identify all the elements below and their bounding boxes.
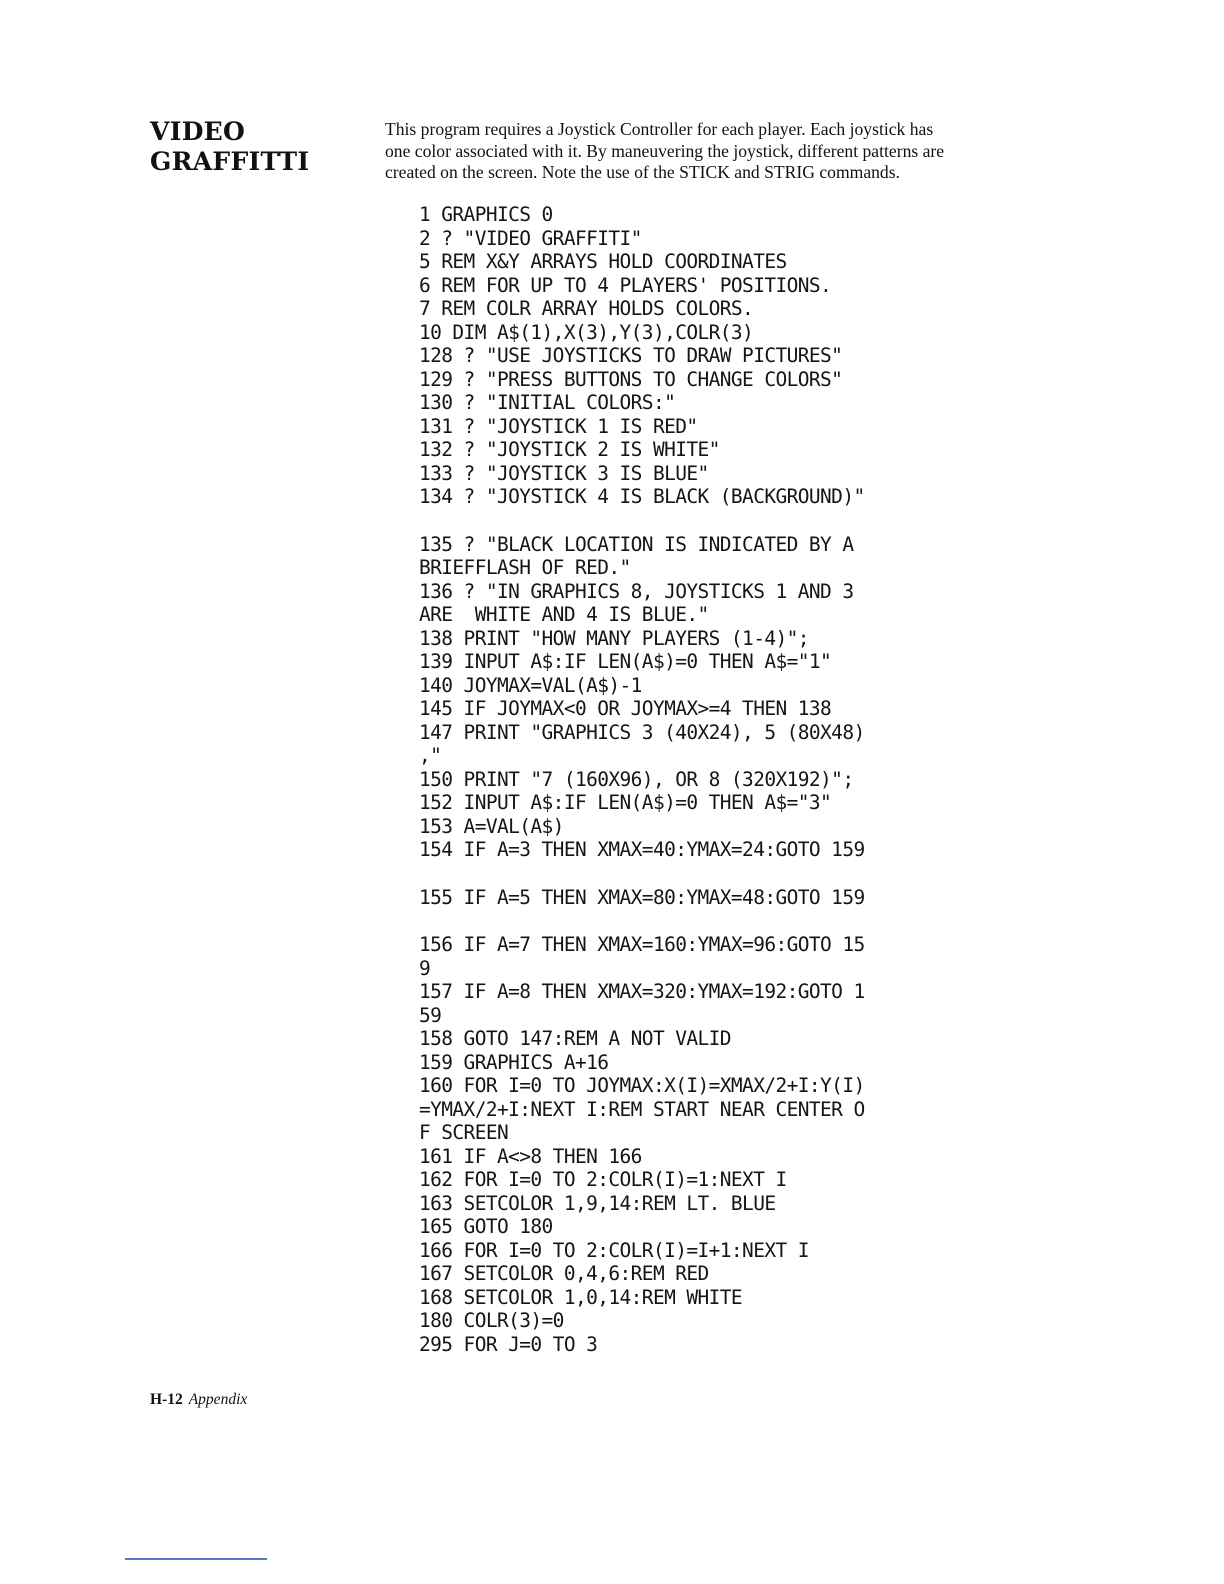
page-footer (150, 1390, 247, 1410)
intro-line: one color associated with it. By maneuvering the joystick, different patterns are (385, 140, 945, 161)
code-line: 152 INPUT A$:IF LEN(A$)=0 THEN A$="3" (419, 791, 832, 814)
intro-line: created on the screen. Note the use of the STICK and STRIG commands. (385, 162, 900, 182)
code-line: 163 SETCOLOR 1,9,14:REM LT. BLUE (419, 1191, 776, 1215)
code-line: 158 GOTO 147:REM A NOT VALID (419, 1027, 731, 1050)
code-line: 6 REM FOR UP TO 4 PLAYERS' POSITIONS. (419, 273, 832, 297)
intro-line: This program requires a Joystick Controller for each player. Each joystick has (385, 119, 934, 139)
code-line: 166 FOR I=0 TO 2:COLR(I)=I+1:NEXT I (419, 1238, 809, 1262)
code-line: 5 REM X&Y ARRAYS HOLD COORDINATES (419, 250, 787, 273)
code-line: 136 ? "IN GRAPHICS 8, JOYSTICKS 1 AND 3 (419, 579, 854, 603)
intro-paragraph (385, 119, 1085, 184)
code-line: 135 ? "BLACK LOCATION IS INDICATED BY A (419, 532, 854, 556)
code-line: 133 ? "JOYSTICK 3 IS BLUE" (419, 461, 709, 485)
section-title-line: VIDEO (150, 117, 246, 146)
code-line: 150 PRINT "7 (160X96), OR 8 (320X192)"; (419, 767, 854, 791)
code-line: 160 FOR I=0 TO JOYMAX:X(I)=XMAX/2+I:Y(I) (419, 1074, 865, 1097)
code-line: 9 (419, 956, 431, 980)
basic-program-listing (419, 203, 899, 1356)
code-line: 153 A=VAL(A$) (419, 814, 564, 838)
code-line: ," (419, 744, 442, 767)
code-line: 157 IF A=8 THEN XMAX=320:YMAX=192:GOTO 1 (419, 980, 865, 1003)
code-line: 159 GRAPHICS A+16 (419, 1050, 609, 1074)
code-line: 156 IF A=7 THEN XMAX=160:YMAX=96:GOTO 15 (419, 933, 865, 956)
code-line: 180 COLR(3)=0 (419, 1309, 564, 1332)
page-number: H-12 (150, 1391, 183, 1408)
code-line: BRIEFFLASH OF RED." (419, 556, 631, 579)
code-line: 2 ? "VIDEO GRAFFITI" (419, 226, 642, 250)
code-line: 139 INPUT A$:IF LEN(A$)=0 THEN A$="1" (419, 650, 832, 673)
code-line: F SCREEN (419, 1121, 509, 1144)
code-line: 161 IF A<>8 THEN 166 (419, 1144, 642, 1168)
code-line: 165 GOTO 180 (419, 1215, 553, 1238)
section-title-line: GRAFFITTI (150, 147, 310, 176)
code-line: 59 (419, 1003, 442, 1027)
code-line: 128 ? "USE JOYSTICKS TO DRAW PICTURES" (419, 344, 843, 367)
code-line: 1 GRAPHICS 0 (419, 203, 553, 226)
code-line: 132 ? "JOYSTICK 2 IS WHITE" (419, 438, 720, 461)
code-line: 130 ? "INITIAL COLORS:" (419, 391, 676, 414)
code-line: 145 IF JOYMAX<0 OR JOYMAX>=4 THEN 138 (419, 697, 832, 720)
code-line: 167 SETCOLOR 0,4,6:REM RED (419, 1262, 709, 1285)
code-line: =YMAX/2+I:NEXT I:REM START NEAR CENTER O (419, 1097, 865, 1121)
code-line: 162 FOR I=0 TO 2:COLR(I)=1:NEXT I (419, 1168, 787, 1191)
code-line: 147 PRINT "GRAPHICS 3 (40X24), 5 (80X48) (419, 720, 865, 744)
section-title (150, 117, 350, 177)
code-line: 154 IF A=3 THEN XMAX=40:YMAX=24:GOTO 159 (419, 838, 865, 861)
bottom-divider (125, 1558, 267, 1560)
code-line: 168 SETCOLOR 1,0,14:REM WHITE (419, 1285, 743, 1309)
code-line: 7 REM COLR ARRAY HOLDS COLORS. (419, 297, 754, 320)
code-line: 138 PRINT "HOW MANY PLAYERS (1-4)"; (419, 626, 809, 650)
code-line: 155 IF A=5 THEN XMAX=80:YMAX=48:GOTO 159 (419, 885, 865, 909)
footer-section-name: Appendix (188, 1391, 248, 1408)
code-line: 10 DIM A$(1),X(3),Y(3),COLR(3) (419, 320, 754, 344)
code-line: 129 ? "PRESS BUTTONS TO CHANGE COLORS" (419, 367, 843, 391)
code-line: 140 JOYMAX=VAL(A$)-1 (419, 673, 642, 697)
code-line: 295 FOR J=0 TO 3 (419, 1332, 598, 1356)
code-line: ARE WHITE AND 4 IS BLUE." (419, 603, 709, 626)
code-line: 134 ? "JOYSTICK 4 IS BLACK (BACKGROUND)" (419, 485, 865, 508)
code-line: 131 ? "JOYSTICK 1 IS RED" (419, 414, 698, 438)
